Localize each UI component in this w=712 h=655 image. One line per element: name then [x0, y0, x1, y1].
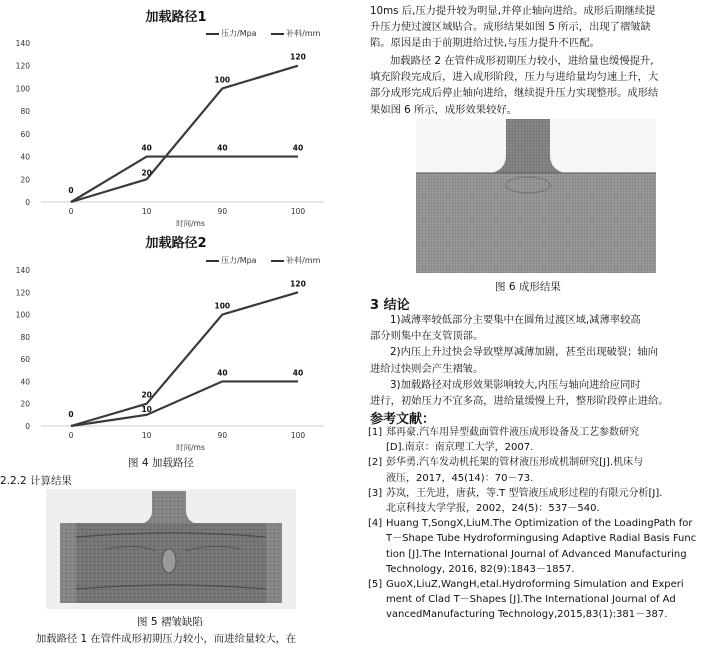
tee-tube-mesh-wrinkled [46, 489, 296, 609]
text-line: 加载路径 2 在管件成形初期压力较小，进给量也缓慢提升, [390, 55, 654, 67]
conclusion-3 [370, 377, 702, 409]
reference-line: 彭华勇.汽车发动机托架的管材液压形成机制研究[J].机床与 [386, 457, 644, 469]
reference-item [368, 577, 704, 623]
data-label: 100 [214, 75, 231, 85]
chart-title: 加载路径1 [145, 10, 207, 25]
reference-number: [2] [368, 457, 383, 469]
data-label: 40 [292, 368, 304, 378]
x-tick-label: 10 [141, 207, 152, 216]
data-label: 0 [68, 186, 74, 195]
y-tick-label: 20 [20, 399, 30, 409]
text-line: 部分成形完成后停止轴向进给，继续提升压力实现整形。成形结 [370, 87, 659, 100]
reference-line: 苏岚，王先进，唐荻，等.T 型管液压成形过程的有限元分析[J]. [386, 487, 663, 499]
x-tick-label: 90 [217, 207, 228, 216]
data-label: 120 [290, 52, 306, 62]
reference-number: [4] [368, 518, 383, 530]
fig6-caption: 图 6 成形结果 [495, 281, 561, 293]
text-line: 部分则集中在支管顶部。 [370, 330, 484, 343]
series-line-feed [71, 381, 298, 426]
left-bottom-paragraph: 加载路径 1 在管件成形初期压力较小，而进给量较大，在 [36, 633, 297, 645]
y-tick-label: 40 [20, 377, 30, 387]
references-list [368, 425, 704, 623]
chart-title: 加载路径2 [145, 236, 207, 251]
y-tick-label: 80 [20, 107, 30, 117]
text-line: 果如图 6 所示，成形效果较好。 [370, 103, 517, 116]
reference-number: [1] [368, 427, 383, 438]
y-tick-label: 100 [15, 84, 30, 94]
fig5-caption: 图 5 褶皱缺陷 [137, 616, 203, 628]
reference-line: Technology, 2016, 82(9):1843－1857. [386, 563, 575, 575]
data-label: 0 [68, 410, 74, 419]
y-tick-label: 120 [15, 288, 30, 298]
reference-line: Huang T,SongX,LiuM.The Optimization of the LoadingPath for [386, 518, 693, 530]
text-line: 进行，初始压力不宜多高，进给量缓慢上升，整形阶段停止进给。 [370, 395, 669, 408]
data-label: 40 [141, 143, 152, 153]
subsection-heading: 2.2.2 计算结果 [0, 475, 73, 487]
data-label: 40 [217, 143, 228, 153]
conclusion-2 [370, 344, 702, 376]
reference-number: [5] [368, 579, 383, 591]
chart-plot-area [0, 0, 352, 232]
legend-label-feed: 补料/mm [286, 256, 321, 265]
fig6-mesh-image [416, 119, 656, 273]
x-tick-label: 0 [68, 207, 74, 216]
right-paragraph-2 [370, 53, 702, 118]
legend-label-pressure: 压力/Mpa [221, 256, 257, 265]
text-line: 进给过快则会产生褶皱。 [370, 362, 484, 375]
reference-line: GuoX,LiuZ,WangH,etal.Hydroforming Simulation and Experi [386, 579, 684, 591]
series-line-pressure [71, 292, 298, 426]
chart-loading-path-2 [0, 226, 352, 452]
reference-line: [D].南京：南京理工大学，2007. [386, 442, 534, 454]
text-line: 2)内压上升过快会导致壁厚减薄加剧，甚至出现破裂；轴向 [390, 346, 658, 359]
y-tick-label: 140 [15, 266, 30, 275]
text-line: 升压力使过渡区域贴合。成形结果如图 5 所示，出现了褶皱缺 [370, 21, 651, 34]
fig4-caption: 图 4 加载路径 [128, 457, 194, 469]
reference-item [368, 486, 704, 516]
y-tick-label: 100 [15, 310, 30, 320]
data-label: 40 [217, 368, 228, 378]
text-line: 填充阶段完成后，进入成形阶段，压力与进给量均匀速上升，大 [370, 71, 659, 84]
text-line: 陷。原因是由于前期进给过快,与压力提升不匹配。 [370, 37, 600, 50]
x-axis-title: 时间/ms [176, 219, 205, 228]
tee-tube-mesh-formed [416, 119, 656, 273]
conclusion-1 [370, 312, 702, 344]
reference-line: 北京科技大学学报，2002，24(5)：537－540. [386, 503, 600, 515]
y-tick-label: 120 [15, 61, 30, 71]
y-tick-label: 40 [20, 152, 30, 162]
text-line: 1)减薄率较低部分主要集中在圆角过渡区域,减薄率较高 [390, 314, 641, 326]
reference-line: 郑再豪.汽车用异型截面管件液压成形设备及工艺参数研究 [386, 427, 640, 438]
data-label: 20 [141, 390, 152, 400]
reference-number: [3] [368, 487, 383, 499]
x-tick-label: 90 [217, 431, 228, 440]
y-tick-label: 0 [25, 422, 30, 431]
references-heading: 参考文献： [370, 412, 436, 427]
data-label: 10 [141, 404, 152, 414]
reference-line: vancedManufacturing Technology,2015,83(1):381－387. [386, 609, 668, 621]
section-3-heading: 3 结论 [370, 298, 410, 313]
x-axis-title: 时间/ms [176, 443, 205, 452]
reference-line: ment of Clad T－Shapes [J].The International Journal of Ad [386, 594, 676, 606]
chart-loading-path-1 [0, 0, 352, 232]
reference-line: T－Shape Tube Hydroformingusing Adaptive Radial Basis Func [386, 533, 697, 545]
reference-item [368, 516, 704, 577]
y-tick-label: 60 [20, 355, 30, 365]
y-tick-label: 80 [20, 332, 30, 342]
reference-line: tion [J].The International Journal of Advanced Manufacturing [386, 548, 687, 560]
y-tick-label: 20 [20, 175, 30, 185]
x-tick-label: 100 [290, 207, 306, 216]
x-tick-label: 100 [290, 431, 306, 440]
fig5-mesh-image [46, 489, 296, 609]
text-line: 10ms 后,压力提升较为明显,并停止轴向进给。成形后期继续提 [370, 5, 656, 17]
legend-label-pressure: 压力/Mpa [221, 29, 257, 38]
reference-item [368, 425, 704, 455]
text-line: 3)加载路径对成形效果影响较大,内压与轴向进给应同时 [390, 378, 641, 391]
chart-plot-area [0, 226, 352, 452]
y-tick-label: 140 [15, 39, 30, 48]
series-line-feed [71, 157, 298, 202]
legend-label-feed: 补料/mm [286, 29, 321, 38]
y-tick-label: 60 [20, 129, 30, 139]
conclusions-list [370, 312, 702, 409]
data-label: 120 [290, 279, 306, 289]
x-tick-label: 0 [68, 431, 74, 440]
data-label: 100 [214, 301, 231, 311]
x-tick-label: 10 [141, 431, 152, 440]
right-paragraph-1 [370, 3, 702, 52]
data-label: 20 [141, 168, 152, 178]
y-tick-label: 0 [25, 198, 30, 207]
data-label: 40 [292, 143, 304, 153]
reference-line: 液压，2017，45(14)：70－73. [386, 472, 534, 484]
reference-item [368, 455, 704, 485]
